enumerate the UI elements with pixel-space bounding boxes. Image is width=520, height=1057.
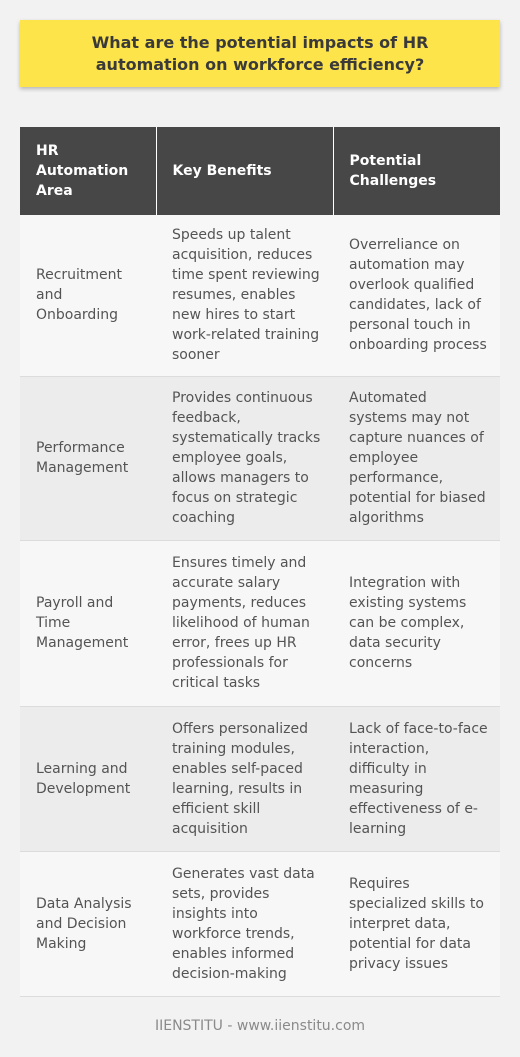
cell-area: Learning and Development	[20, 706, 156, 851]
table-row	[20, 706, 500, 851]
header-challenges: Potential Challenges	[333, 127, 500, 215]
cell-challenges: Overreliance on automation may overlook qualified candidates, lack of personal touch in onboarding process	[333, 215, 500, 376]
cell-benefits: Offers personalized training modules, enables self-paced learning, results in efficient skill acquisition	[156, 706, 333, 851]
cell-area: Performance Management	[20, 376, 156, 540]
cell-area: Recruitment and Onboarding	[20, 215, 156, 376]
header-benefits: Key Benefits	[156, 127, 333, 215]
cell-benefits: Generates vast data sets, provides insights into workforce trends, enables informed decision-making	[156, 851, 333, 996]
cell-area: Data Analysis and Decision Making	[20, 851, 156, 996]
table-row	[20, 851, 500, 996]
cell-challenges: Automated systems may not capture nuances of employee performance, potential for biased algorithms	[333, 376, 500, 540]
cell-benefits: Ensures timely and accurate salary payments, reduces likelihood of human error, frees up HR professionals for critical tasks	[156, 540, 333, 706]
cell-benefits: Provides continuous feedback, systematically tracks employee goals, allows managers to focus on strategic coaching	[156, 376, 333, 540]
cell-challenges: Requires specialized skills to interpret data, potential for data privacy issues	[333, 851, 500, 996]
cell-area: Payroll and Time Management	[20, 540, 156, 706]
cell-challenges: Integration with existing systems can be complex, data security concerns	[333, 540, 500, 706]
header-row	[20, 127, 500, 215]
table-row	[20, 540, 500, 706]
footer-credit: IIENSTITU - www.iienstitu.com	[154, 1018, 366, 1034]
hr-automation-table	[20, 127, 500, 997]
cell-benefits: Speeds up talent acquisition, reduces time spent reviewing resumes, enables new hires to start work-related training sooner	[156, 215, 333, 376]
page-title: What are the potential impacts of HR automation on workforce efficiency?	[91, 32, 429, 74]
table-row	[20, 376, 500, 540]
cell-challenges: Lack of face-to-face interaction, difficulty in measuring effectiveness of e-learning	[333, 706, 500, 851]
table-body	[20, 215, 500, 996]
table-header	[20, 127, 500, 215]
title-banner	[20, 20, 500, 87]
table-row	[20, 215, 500, 376]
header-area: HR Automation Area	[20, 127, 156, 215]
